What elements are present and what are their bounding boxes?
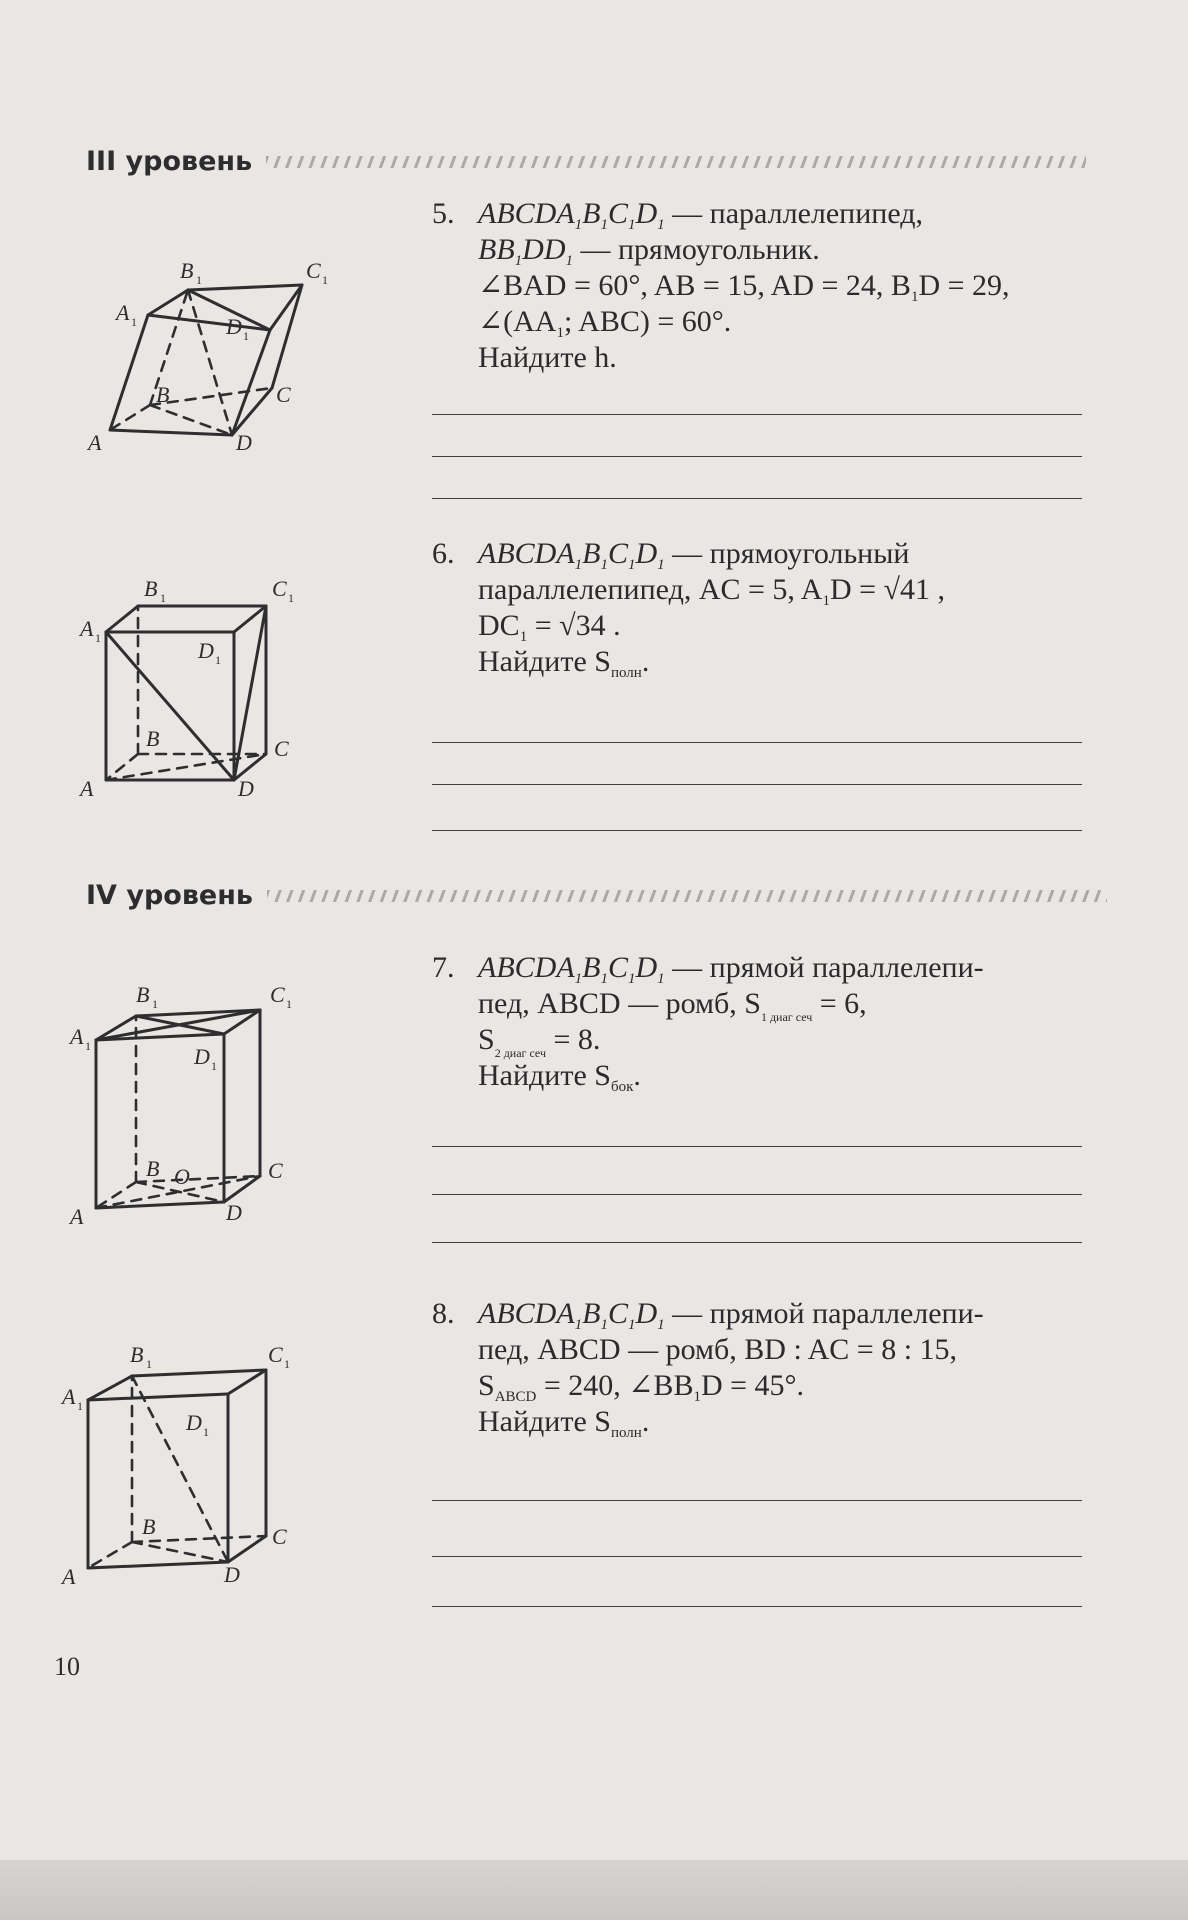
svg-text:1: 1 bbox=[286, 997, 292, 1011]
answer-line[interactable] bbox=[432, 1194, 1082, 1195]
svg-text:A: A bbox=[62, 1384, 76, 1409]
dotted-divider bbox=[267, 890, 1107, 902]
svg-text:C: C bbox=[272, 1524, 287, 1549]
svg-text:C: C bbox=[268, 1342, 283, 1367]
answer-line[interactable] bbox=[432, 1556, 1082, 1557]
answer-line[interactable] bbox=[432, 830, 1082, 831]
page-bottom-edge bbox=[0, 1860, 1188, 1920]
svg-text:D: D bbox=[224, 1562, 240, 1587]
dotted-divider bbox=[266, 156, 1086, 168]
svg-text:1: 1 bbox=[284, 1357, 290, 1371]
svg-text:D: D bbox=[238, 776, 254, 801]
svg-text:B: B bbox=[146, 1156, 160, 1181]
svg-text:B: B bbox=[144, 576, 158, 601]
page-number: 10 bbox=[54, 1652, 80, 1681]
svg-text:C: C bbox=[268, 1158, 283, 1183]
answer-line[interactable] bbox=[432, 784, 1082, 785]
svg-text:D: D bbox=[226, 314, 242, 339]
svg-text:1: 1 bbox=[196, 273, 202, 287]
svg-text:B: B bbox=[180, 258, 194, 283]
svg-text:A: A bbox=[70, 1204, 84, 1229]
svg-text:A: A bbox=[80, 776, 94, 801]
svg-text:D: D bbox=[186, 1410, 202, 1435]
svg-text:A: A bbox=[80, 616, 94, 641]
answer-line[interactable] bbox=[432, 1500, 1082, 1501]
svg-text:1: 1 bbox=[203, 1425, 209, 1439]
figure-7-parallelepiped bbox=[70, 980, 330, 1230]
svg-text:C: C bbox=[276, 382, 291, 407]
svg-text:1: 1 bbox=[215, 653, 221, 667]
level-3-heading bbox=[86, 146, 1086, 177]
answer-line[interactable] bbox=[432, 456, 1082, 457]
problem-number: 6. bbox=[432, 537, 455, 570]
svg-text:1: 1 bbox=[288, 591, 294, 605]
svg-text:1: 1 bbox=[131, 315, 137, 329]
problem-number: 8. bbox=[432, 1297, 455, 1330]
task-text: Найдите h. bbox=[478, 341, 617, 374]
svg-text:C: C bbox=[270, 982, 285, 1007]
svg-text:1: 1 bbox=[160, 591, 166, 605]
svg-text:D: D bbox=[198, 638, 214, 663]
svg-text:D: D bbox=[236, 430, 252, 455]
answer-line[interactable] bbox=[432, 1146, 1082, 1147]
svg-text:1: 1 bbox=[211, 1059, 217, 1073]
answer-line[interactable] bbox=[432, 742, 1082, 743]
svg-text:A: A bbox=[88, 430, 102, 455]
svg-text:1: 1 bbox=[243, 329, 249, 343]
problem-7: 7. $ABCDA_1B_1C_1D_1$ — прямой параллелепи- пед, ABCD — ромб, $S_{1 диаг сеч} = 6$, $S_{2 диаг сеч} = 8$. Найдите $S_{бок}$. bbox=[432, 951, 984, 1095]
figure-6-parallelepiped bbox=[80, 570, 340, 810]
svg-text:B: B bbox=[130, 1342, 144, 1367]
problem-5: 5. $ABCDA_1B_1C_1D_1$ — параллелепипед, $BB_1DD_1$ — прямоугольник. ∠BAD = 60°, AB = 15, AD = 24, $B_1D = 29$, $\angle(AA_1$; ABC) = 60°. Найдите h. bbox=[432, 196, 1112, 376]
level-3-label: III уровень bbox=[86, 146, 253, 177]
svg-text:A: A bbox=[62, 1564, 76, 1589]
level-4-label: IV уровень bbox=[86, 880, 253, 911]
svg-text:A: A bbox=[70, 1024, 84, 1049]
svg-text:B: B bbox=[156, 382, 170, 407]
svg-text:1: 1 bbox=[322, 273, 328, 287]
problem-number: 5. bbox=[432, 197, 455, 230]
svg-text:D: D bbox=[194, 1044, 210, 1069]
svg-text:O: O bbox=[174, 1164, 190, 1189]
answer-line[interactable] bbox=[432, 1606, 1082, 1607]
svg-text:1: 1 bbox=[95, 631, 101, 645]
svg-text:C: C bbox=[272, 576, 287, 601]
svg-text:1: 1 bbox=[85, 1039, 91, 1053]
answer-line[interactable] bbox=[432, 414, 1082, 415]
svg-text:A: A bbox=[116, 300, 130, 325]
svg-text:C: C bbox=[274, 736, 289, 761]
svg-text:B: B bbox=[146, 726, 160, 751]
svg-text:B: B bbox=[142, 1514, 156, 1539]
figure-5-parallelepiped bbox=[80, 250, 360, 460]
svg-text:1: 1 bbox=[146, 1357, 152, 1371]
problem-8: 8. $ABCDA_1B_1C_1D_1$ — прямой параллелепи- пед, ABCD — ромб, BD : AC = 8 : 15, $S_{ABCD} = 240$, $\angle BB_1D = 45^\circ$. Найдите $S_{полн}$. bbox=[432, 1297, 984, 1441]
figure-8-parallelepiped bbox=[62, 1330, 322, 1590]
answer-line[interactable] bbox=[432, 498, 1082, 499]
svg-text:B: B bbox=[136, 982, 150, 1007]
svg-text:1: 1 bbox=[77, 1399, 83, 1413]
svg-text:C: C bbox=[306, 258, 321, 283]
svg-text:1: 1 bbox=[152, 997, 158, 1011]
answer-line[interactable] bbox=[432, 1242, 1082, 1243]
svg-text:D: D bbox=[226, 1200, 242, 1225]
problem-6: 6. $ABCDA_1B_1C_1D_1$ — прямоугольный параллелепипед, AC = 5, $A_1D = √41$ , $DC_1 = √34$ . Найдите $S_{полн}$. bbox=[432, 537, 946, 681]
problem-number: 7. bbox=[432, 951, 455, 984]
level-4-heading bbox=[86, 880, 1107, 911]
